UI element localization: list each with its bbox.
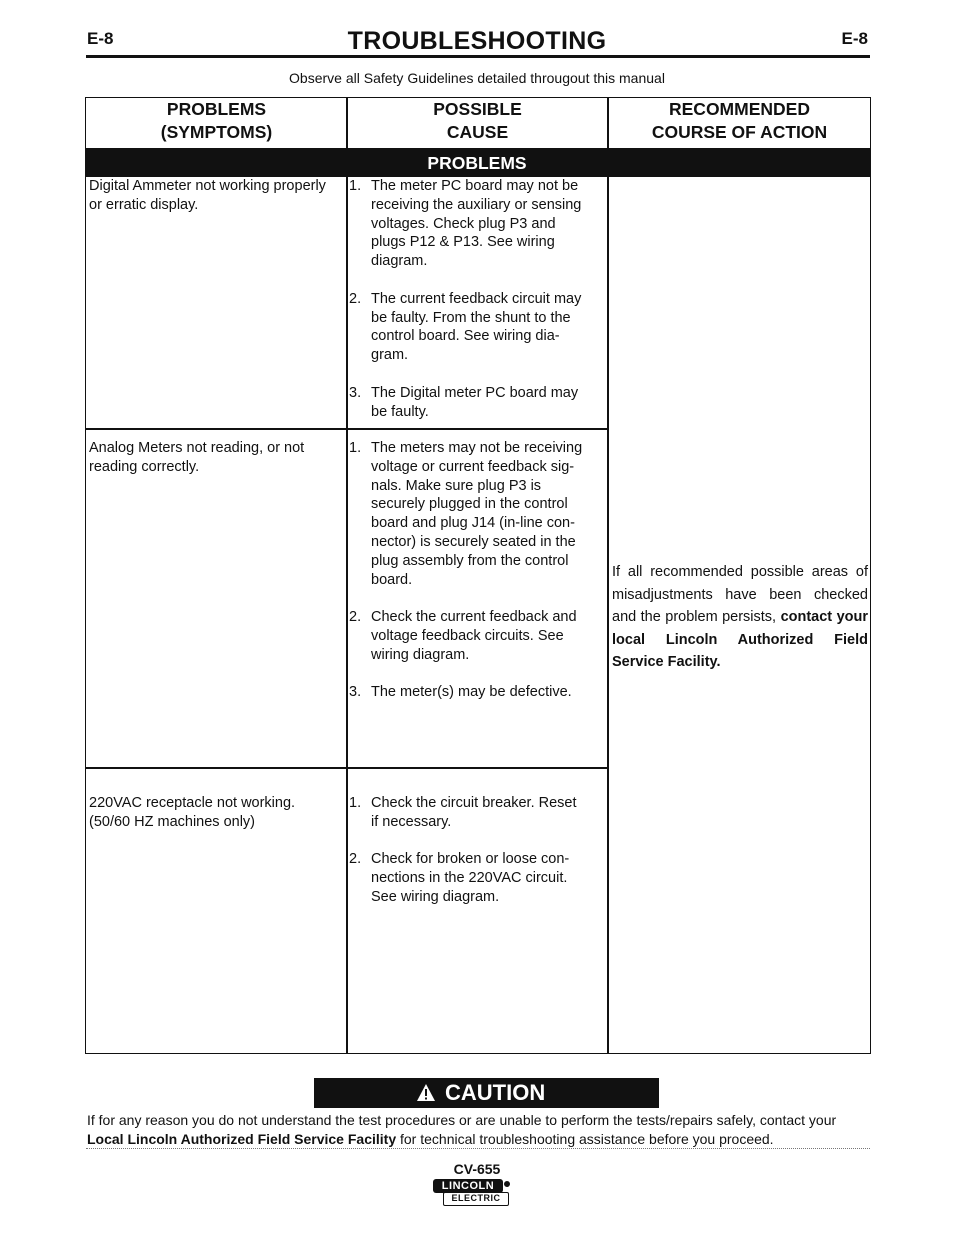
- section-label: PROBLEMS: [427, 153, 527, 173]
- list-item: 1. The meter PC board may not be receiving the auxiliary or sensing voltages. Check plug P3 and plugs P12 & P13. See wiring diagram.: [349, 178, 582, 270]
- page-code-left: E-8: [87, 29, 114, 48]
- warning-triangle-icon: [416, 1083, 436, 1102]
- row-divider: [86, 767, 608, 769]
- safety-note: Observe all Safety Guidelines detailed througout this manual: [289, 70, 665, 86]
- causes-digital-ammeter: [349, 177, 605, 440]
- causes-analog-meters: [349, 439, 605, 721]
- symptom-analog-meters: Analog Meters not reading, or not reading correctly.: [89, 440, 305, 475]
- title-rule: [86, 55, 870, 58]
- column-header-cause: POSSIBLE CAUSE: [433, 99, 522, 142]
- list-item: 1. Check the circuit breaker. Reset if necessary.: [349, 795, 577, 830]
- column-divider: [346, 97, 348, 1054]
- footer-rule: [86, 1148, 870, 1149]
- page-title: TROUBLESHOOTING: [347, 27, 607, 55]
- action-contact-text: contact your local Lincoln Authorized Field Service Facility.: [612, 609, 869, 670]
- caution-label: CAUTION: [445, 1080, 546, 1105]
- caution-bold-text: Local Lincoln Authorized Field Service Facility: [87, 1131, 397, 1147]
- symptom-220vac-receptacle: 220VAC receptacle not working. (50/60 HZ machines only): [89, 795, 296, 830]
- recommended-action: If all recommended possible areas of misadjustments have been checked and the problem persists, contact your local Lincoln Authorized Field Service Facility.: [612, 564, 869, 670]
- lincoln-electric-logo: [431, 1179, 511, 1207]
- list-item: 3. The Digital meter PC board may be faulty.: [349, 384, 579, 420]
- list-item: 2. Check for broken or loose con- nections in the 220VAC circuit. See wiring diagram.: [349, 851, 570, 905]
- column-header-action: RECOMMENDED COURSE OF ACTION: [651, 99, 828, 142]
- symptom-digital-ammeter: Digital Ammeter not working properly or erratic display.: [89, 178, 326, 213]
- logo-top-text: LINCOLN: [433, 1179, 503, 1193]
- model-number: CV-655: [453, 1161, 501, 1177]
- list-item: 1. The meters may not be receiving voltage or current feedback sig- nals. Make sure plug P3 is securely plugged in the control board and plug J14 (in-line con- nector) is securely seated in the plug assembly from the control board.: [349, 440, 583, 588]
- column-divider: [607, 97, 609, 1054]
- logo-bottom-text: ELECTRIC: [443, 1192, 509, 1206]
- page-code-right: E-8: [841, 29, 868, 48]
- column-header-problems: PROBLEMS (SYMPTOMS): [160, 99, 273, 142]
- caution-text: If for any reason you do not understand the test procedures or are unable to perform the tests/repairs safely, contact your Local Lincoln Authorized Field Service Facility for technical troubleshooting assistance before you proceed.: [87, 1112, 837, 1147]
- causes-220vac-receptacle: [349, 794, 605, 926]
- list-item: 3. The meter(s) may be defective.: [349, 684, 572, 701]
- registered-mark-icon: [504, 1181, 510, 1187]
- list-item: 2. The current feedback circuit may be faulty. From the shunt to the control board. See wiring dia- gram.: [349, 290, 582, 364]
- list-item: 2. Check the current feedback and voltage feedback circuits. See wiring diagram.: [349, 609, 577, 663]
